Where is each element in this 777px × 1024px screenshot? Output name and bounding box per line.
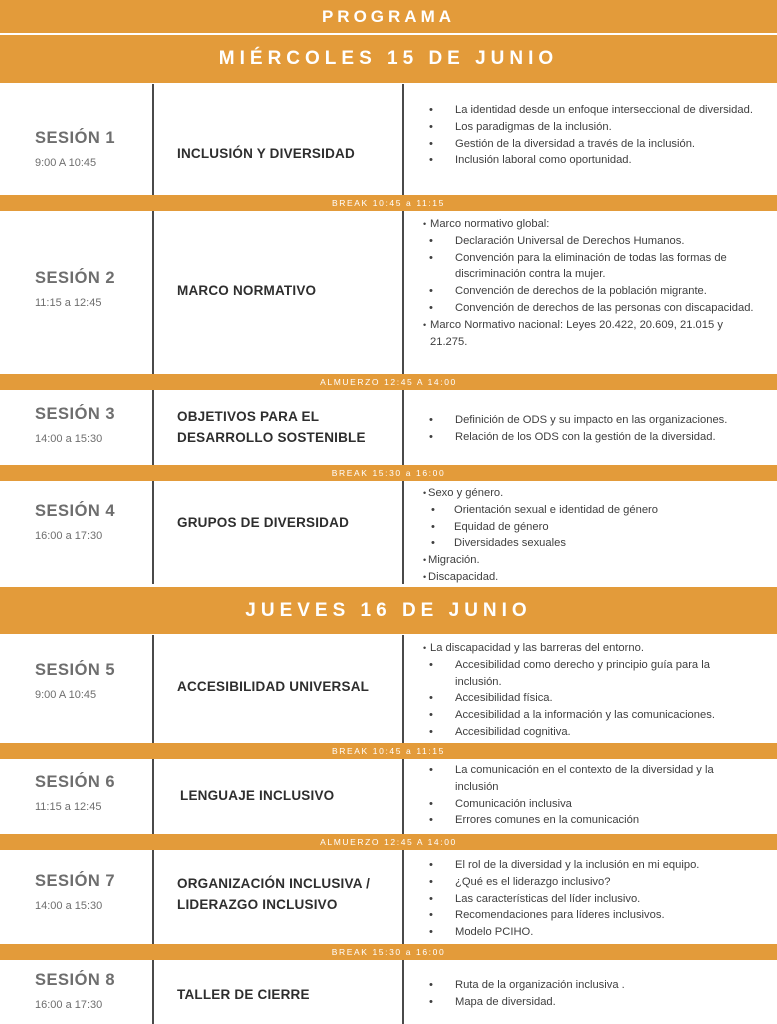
list-item: • Los paradigmas de la inclusión.	[423, 119, 759, 136]
list-item: • Accesibilidad cognitiva.	[423, 724, 759, 741]
list-item: • Convención de derechos de las personas con discapacidad.	[423, 300, 759, 317]
day-header-wednesday: MIÉRCOLES 15 DE JUNIO	[0, 35, 777, 83]
list-item: • Errores comunes en la comunicación	[423, 812, 759, 829]
list-item: • La discapacidad y las barreras del entorno.	[423, 640, 759, 657]
list-item: • Equidad de género	[423, 519, 759, 536]
column-divider	[152, 635, 154, 1024]
list-item: • Ruta de la organización inclusiva .	[423, 977, 759, 994]
list-item: • Recomendaciones para líderes inclusivos.	[423, 907, 759, 924]
session-8-header	[35, 971, 115, 1011]
session-time: 11:15 a 12:45	[35, 801, 102, 813]
session-label: SESIÓN 3	[35, 405, 116, 423]
session-topic: MARCO NORMATIVO	[177, 283, 317, 298]
list-item: • Relación de los ODS con la gestión de la diversidad.	[423, 429, 759, 446]
session-topic: LENGUAJE INCLUSIVO	[180, 788, 335, 803]
session-2-details	[423, 216, 759, 350]
list-item: • Declaración Universal de Derechos Humanos.	[423, 233, 759, 250]
list-item: • Definición de ODS y su impacto en las organizaciones.	[423, 412, 759, 429]
column-divider	[402, 84, 404, 584]
session-2-header	[35, 269, 115, 309]
break-bar: ALMUERZO 12:45 A 14:00	[0, 374, 777, 390]
break-bar: BREAK 10:45 a 11:15	[0, 743, 777, 759]
session-time: 9:00 A 10:45	[35, 157, 97, 169]
session-4-header	[35, 502, 115, 542]
session-topic: INCLUSIÓN Y DIVERSIDAD	[177, 146, 355, 161]
list-item: • El rol de la diversidad y la inclusión en mi equipo.	[423, 857, 759, 874]
list-item: • Accesibilidad física.	[423, 690, 759, 707]
session-6-header	[35, 773, 115, 813]
session-time: 14:00 a 15:30	[35, 900, 103, 912]
session-topic: TALLER DE CIERRE	[177, 987, 310, 1002]
list-item: • La identidad desde un enfoque interseccional de diversidad.	[423, 102, 759, 119]
list-item: • Convención de derechos de la población migrante.	[423, 283, 759, 300]
session-5-details	[423, 640, 759, 741]
list-item: • La comunicación en el contexto de la diversidad y la inclusión	[423, 762, 759, 796]
break-bar: BREAK 15:30 a 16:00	[0, 465, 777, 481]
session-time: 16:00 a 17:30	[35, 999, 103, 1011]
session-3-header	[35, 405, 115, 445]
topic-line: ORGANIZACIÓN INCLUSIVA /	[177, 876, 371, 891]
session-topic: ACCESIBILIDAD UNIVERSAL	[177, 679, 370, 694]
list-item: • ¿Qué es el liderazgo inclusivo?	[423, 874, 759, 891]
session-time: 11:15 a 12:45	[35, 297, 102, 309]
session-3-details	[423, 412, 759, 446]
list-item: • Marco Normativo nacional: Leyes 20.422, 20.609, 21.015 y 21.275.	[423, 317, 759, 351]
column-divider	[152, 84, 154, 584]
session-6-details	[423, 762, 759, 829]
list-item: • Inclusión laboral como oportunidad.	[423, 152, 759, 169]
program-title: PROGRAMA	[0, 0, 777, 33]
topic-line: LIDERAZGO INCLUSIVO	[177, 897, 338, 912]
session-label: SESIÓN 6	[35, 773, 116, 791]
session-4-details	[423, 485, 759, 586]
session-topic	[177, 406, 392, 448]
day-header-thursday: JUEVES 16 DE JUNIO	[0, 587, 777, 634]
list-item: • Migración.	[423, 552, 759, 569]
session-7-details	[423, 857, 759, 941]
session-time: 14:00 a 15:30	[35, 433, 103, 445]
list-item: • Modelo PCIHO.	[423, 924, 759, 941]
session-1-header	[35, 129, 115, 169]
list-item: • Accesibilidad como derecho y principio guía para la inclusión.	[423, 657, 759, 691]
list-item: • Orientación sexual e identidad de género	[423, 502, 759, 519]
list-item: • Discapacidad.	[423, 569, 759, 586]
session-label: SESIÓN 5	[35, 661, 116, 679]
session-label: SESIÓN 2	[35, 269, 116, 287]
session-1-details	[423, 102, 759, 169]
break-bar: BREAK 15:30 a 16:00	[0, 944, 777, 960]
session-5-header	[35, 661, 115, 701]
session-label: SESIÓN 1	[35, 129, 116, 147]
list-item: • Comunicación inclusiva	[423, 796, 759, 813]
break-bar: ALMUERZO 12:45 A 14:00	[0, 834, 777, 850]
list-item: • Marco normativo global:	[423, 216, 759, 233]
column-divider	[402, 635, 404, 1024]
session-label: SESIÓN 7	[35, 872, 116, 890]
break-bar: BREAK 10:45 a 11:15	[0, 195, 777, 211]
list-item: • Convención para la eliminación de todas las formas de discriminación contra la mujer.	[423, 250, 759, 284]
session-label: SESIÓN 8	[35, 971, 116, 989]
list-item: • Las características del líder inclusivo.	[423, 891, 759, 908]
topic-line: DESARROLLO SOSTENIBLE	[177, 430, 366, 445]
list-item: • Sexo y género.	[423, 485, 759, 502]
session-8-details	[423, 977, 759, 1011]
session-time: 16:00 a 17:30	[35, 530, 103, 542]
topic-line: OBJETIVOS PARA EL	[177, 409, 320, 424]
list-item: • Accesibilidad a la información y las comunicaciones.	[423, 707, 759, 724]
session-topic: GRUPOS DE DIVERSIDAD	[177, 515, 350, 530]
list-item: • Mapa de diversidad.	[423, 994, 759, 1011]
session-7-header	[35, 872, 115, 912]
session-time: 9:00 A 10:45	[35, 689, 97, 701]
list-item: • Gestión de la diversidad a través de la inclusión.	[423, 136, 759, 153]
list-item: • Diversidades sexuales	[423, 535, 759, 552]
session-label: SESIÓN 4	[35, 502, 116, 520]
session-topic	[177, 873, 392, 915]
